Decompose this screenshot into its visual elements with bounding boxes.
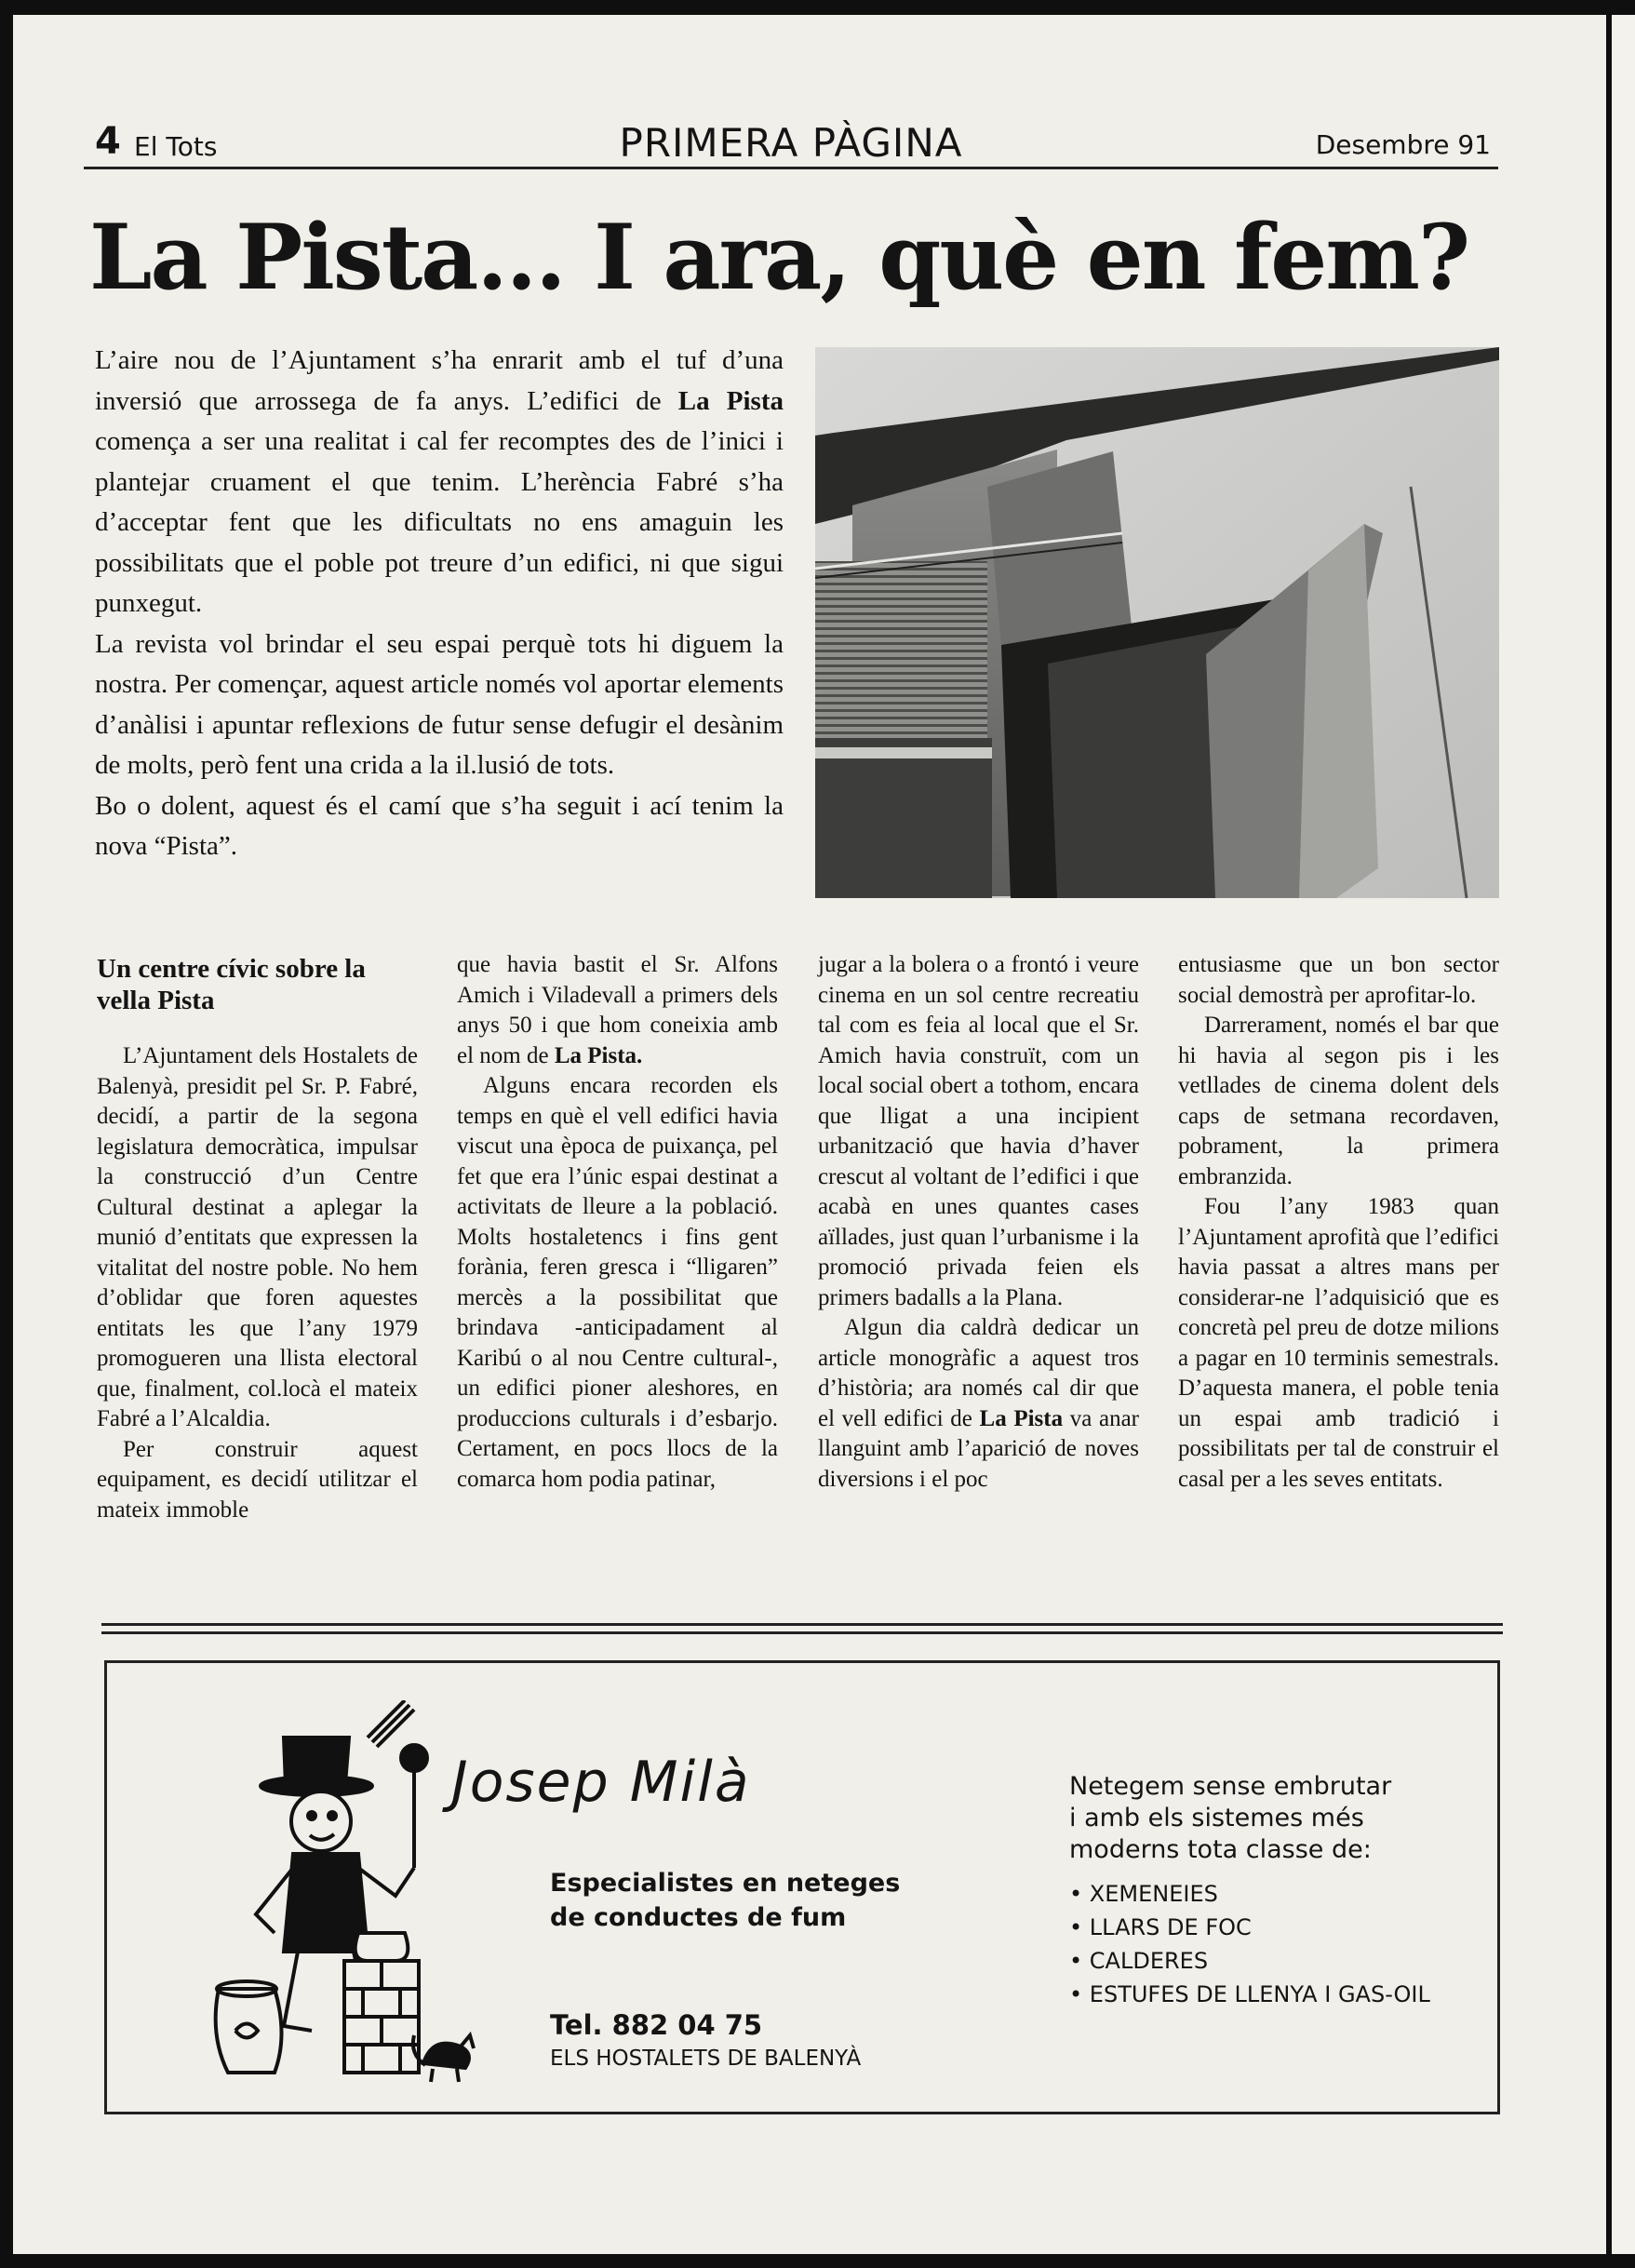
body-paragraph: entusiasme que un bon sector social demostrà per aprofitar-lo.: [1178, 952, 1499, 1008]
text-column-1: [97, 1041, 418, 1525]
intro-paragraph: La revista vol brindar el seu espai perquè tots hi diguem la nostra. Per començar, aquest article només vol aportar elements d’anàlisi i apuntar reflexions de futur sense defugir el desànim de molts, però fent una crida a la il.lusió de tots.: [95, 628, 784, 780]
divider-rule: [101, 1623, 1503, 1626]
service-item: • CALDERES: [1069, 1944, 1479, 1978]
venue-name: La Pista.: [554, 1042, 643, 1068]
advertisement-box: [104, 1660, 1500, 2114]
body-paragraph: L’Ajuntament dels Hostalets de Balenyà, presidit pel Sr. P. Fabré, decidí, a partir de la segona legislatura democràtica, impulsar la construcció d’un Centre Cultural destinat a aplegar la munió d’entitats que expressen la vitalitat del nostre poble. No hem d’oblidar que foren aquestes entitats les que l’any 1979 promogueren una llista electoral que, finalment, col.locà el mateix Fabré a l’Alcaldia.: [97, 1043, 418, 1431]
body-paragraph: jugar a la bolera o a frontó i veure cinema en un sol centre recreatiu tal com es feia al local que el Sr. Amich havia construït, com un local social obert a tothom, encara que lligat a una incipient urbanització que havia d’haver crescut al voltant de l’edifici i que acabà en unes quantes cases aïllades, just quan l’urbanisme i la promoció privada feien els primers badalls a la Plana.: [818, 952, 1139, 1310]
page-header: [84, 111, 1498, 169]
adjacent-page-edge: [1608, 15, 1635, 2254]
service-item: • ESTUFES DE LLENYA I GAS-OIL: [1069, 1978, 1479, 2011]
body-paragraph: Fou l’any 1983 quan l’Ajuntament aprofità que l’edifici havia passat a altres mans per considerar-ne l’adquisició que es concretà pel preu de dotze milions a pagar en 10 terminis semestrals. D’aquesta manera, el poble tenia un espai amb tradició i possibilitats per tal de construir el casal per a les seves entitats.: [1178, 1194, 1500, 1492]
section-title: PRIMERA PÀGINA: [619, 120, 963, 166]
ad-services-list: [1069, 1877, 1479, 2011]
service-item: • XEMENEIES: [1069, 1877, 1479, 1911]
chimney-sweep-illustration: [181, 1700, 498, 2100]
article-intro: [95, 341, 784, 867]
page-number: 4: [95, 120, 121, 163]
intro-paragraph: Bo o dolent, aquest és el camí que s’ha seguit i ací tenim la nova “Pista”.: [95, 790, 784, 861]
intro-paragraph: L’aire nou de l’Ajuntament s’ha enrarit amb el tuf d’una inversió que arrossega de fa anys. L’edifici de La Pista comença a ser una realitat i cal fer recomptes des de l’inici i plantejar cruament el que tenim. L’herència Fabré s’ha d’acceptar fent que les dificultats no ens amaguin les possibilitats que el poble pot treure d’un edifici, ni que sigui punxegut.: [95, 345, 784, 618]
body-paragraph: Alguns encara recorden els temps en què el vell edifici havia viscut una època de puixança, pel fet que era l’únic espai destinat a activitats de lleure a la població. Molts hostaletencs i fins gent forània, feren gresca i “lligaren” mercès a la possibilitat que brindava -anticipadament al Karibú o al nou Centre cultural-, un edifici pioner aleshores, en produccions culturals i d’esbarjo. Certament, en pocs llocs de la comarca hom podia patinar,: [457, 1073, 778, 1492]
building-photo: [815, 347, 1499, 898]
text-column-3: [818, 950, 1139, 1495]
body-paragraph: Per construir aquest equipament, es decidí utilitzar el mateix immoble: [97, 1436, 418, 1523]
body-paragraph: Algun dia caldrà dedicar un article monogràfic a aquest tros d’història; ara només cal dir que el vell edifici de La Pista va anar llanguint amb l’aparició de noves diversions i el poc: [818, 1315, 1140, 1492]
ad-tagline: Especialistes en neteges de conductes de fum: [550, 1869, 901, 1932]
text-column-4: [1178, 950, 1499, 1495]
publication-name: El Tots: [134, 131, 218, 162]
ad-location: ELS HOSTALETS DE BALENYÀ: [550, 2047, 862, 2071]
issue-date: Desembre 91: [1315, 129, 1491, 160]
body-paragraph: que havia bastit el Sr. Alfons Amich i Viladevall a primers dels anys 50 i que hom coneixia amb el nom de La Pista.: [457, 952, 778, 1068]
ad-lead-text: Netegem sense embrutar i amb els sistemes més moderns tota classe de:: [1069, 1772, 1392, 1864]
ad-phone: Tel. 882 04 75: [550, 2009, 763, 2041]
ad-signature: Josep Milà: [451, 1750, 751, 1815]
body-paragraph: Darrerament, només el bar que hi havia al segon pis i les vetllades de cinema dolent dels caps de setmana recordaven, pobrament, la primera embranzida.: [1178, 1013, 1499, 1189]
text-column-2: [457, 950, 778, 1495]
article-subhead: Un centre cívic sobre la vella Pista: [97, 954, 366, 1015]
magazine-page: [13, 15, 1606, 2254]
venue-name: La Pista: [979, 1405, 1064, 1431]
service-item: • LLARS DE FOC: [1069, 1911, 1479, 1944]
divider-rule: [101, 1631, 1503, 1634]
article-headline: La Pista... I ara, què en fem?: [89, 205, 1469, 310]
venue-name: La Pista: [677, 385, 784, 416]
